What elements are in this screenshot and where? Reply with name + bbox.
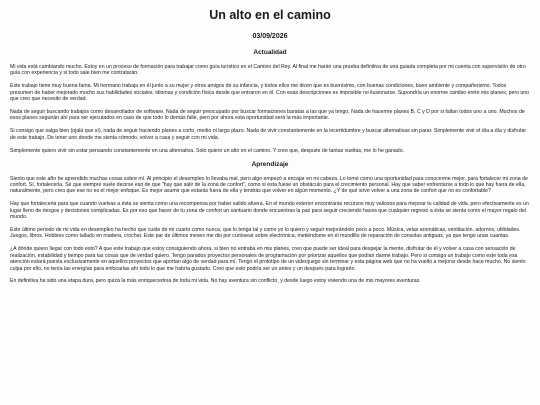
paragraph: Simplemente quiero vivir sin estar pensando constantemente en una alternativa. Solo quiero un alto en el camino. Y creo que, después de tantas vueltas, me lo he ganado. <box>10 147 405 154</box>
post-date: 03/09/2026 <box>252 33 288 40</box>
paragraph: Hay que fortalecerla para que cuando vuelvas a ésta se sienta como una recompensa por haber salido afuera. En el mundo exterior encontrarás recursos muy valiosos para mejorar tu calidad de vida, pero efectivamente es un lugar lleno de riesgos y decisiones complicadas. Es por eso que hacer de tu zona de confort un santuario donde encuentras la paz para seguir creciendo haces que cualquier regreso a ésta se sienta como el mayor regalo del mundo. <box>10 201 529 221</box>
paragraph: Nada de seguir buscando trabajos como desarrollador de software. Nada de seguir preocupado por buscar formaciones baratas a las que ya tengo. Nada de hacerme planes B, C y D por si fallan todos uno a uno. Muchos de esos planes seguirán ahí para ser ejecutados en caso de que todo lo demás falle, pero por ahora esta oportunidad será la más importante. <box>10 109 525 122</box>
paragraph: Este trabajo tiene muy buena fama. Mi hermano trabaja en él junto a su mujer y otros amigos de su infancia, y todos ellos me dicen que es buenísimo, con buenas condiciones, buen ambiente y compañerismo. Todos presumen de haber mejorado mucho sus habilidades sociales, idiomas y condición física desde que entraron en él. Con esas descripciones es imposible no ilusionarse. Supondría un enorme cambio entre mis planes, pero uno que creo que necesito de verdad. <box>10 83 530 103</box>
section-aprendizaje <box>10 161 530 285</box>
paragraph: ¿A dónde quiero llegar con todo esto? A que este trabajo que estoy consiguiendo ahora, si bien no entraba en mis planes, creo que puede ser ideal para despejar la mente, disfrutar de él y volver a casa con sensación de realización, estabilidad y tiempo para las cosas que de verdad quiero. Tengo parados proyectos personales de programación por priorizar aquellos que podían darme trabajo. Pero si consigo un trabajo como este toda esa atención estará puesta exclusivamente en aquellos proyectos que aportan algo de verdad para mí. Tengo el prototipo de un videojuego sin terminar y esta página web que no ha vuelto a mejorar desde hace mucho. No siento culpa por ello, no tenía las energías para enfocarlas ahí todo lo que me habría gustado. Creo que esto podría ser un antes y un después para lograrlo. <box>10 246 526 272</box>
paragraph: En definitiva ha sido una etapa dura, pero quizá la más enriquecedora de toda mi vida. No hay aventura sin conflicto, y desde luego estoy viviendo una de mis mayores aventuras. <box>10 278 421 285</box>
paragraph: Mi vida está cambiando mucho. Estoy en un proceso de formación para trabajar como guía turístico en el Camino del Rey. Al final me harán una prueba definitiva de una guiada completa por mi cuenta con supervisión de otro guía con experiencia y si todo sale bien me contratarán. <box>10 64 526 77</box>
section-actualidad <box>10 49 530 154</box>
page-title: Un alto en el camino <box>209 8 331 22</box>
paragraph: Este último periodo de mi vida en desempleo ha hecho que cuide de mi cuarto como nunca, que lo tenga tal y como yo lo quiero y seguir mejorándolo poco a poco. Música, velas aromáticas, ventilación, adornos, utilidades. Juegos, libros. Hobbies como tallado en madera, crochet. Este par de últimos meses me dio por curiosear sobre electrónica, metiéndome en el mundillo de reparación de consolas antiguas, ya que tengo unas cuantas. <box>10 227 521 240</box>
article <box>10 0 530 285</box>
section-heading: Actualidad <box>253 49 287 56</box>
paragraph: Si consigo que salga bien (ojalá que sí), nada de seguir haciendo planes a corto, medio ni largo plazo. Nada de vivir constantemente en la incertidumbre y buscar alternativas sin parar. Simplemente vivir el día a día y disfrutar de este trabajo. De tener uno donde me sienta cómodo, volver a casa y seguir con mi vida. <box>10 128 527 141</box>
section-heading: Aprendizaje <box>251 160 289 168</box>
paragraph: Siento que este año he aprendido muchas cosas sobre mí. Al principio el desempleo lo llevaba mal, pero algo empezó a encajar en mi cabeza. Lo tomé como una oportunidad para conocerme mejor, para fortalecer mi zona de confort. Sí, fortalecerla. Sé que siempre suele decirse eso de que "hay que salir de la zona de confort", como si ésta fuese un obstáculo para el crecimiento personal. Hay que saber enfrentarse a todo lo que hay fuera de ella, naturalmente, pero creo que ese no es el mejor enfoque. Es mejor asumir que estarás fuera de ella y tendrás que volver en algún momento. ¿Y de qué sirve volver a una zona de confort que no es confortable? <box>10 175 528 195</box>
